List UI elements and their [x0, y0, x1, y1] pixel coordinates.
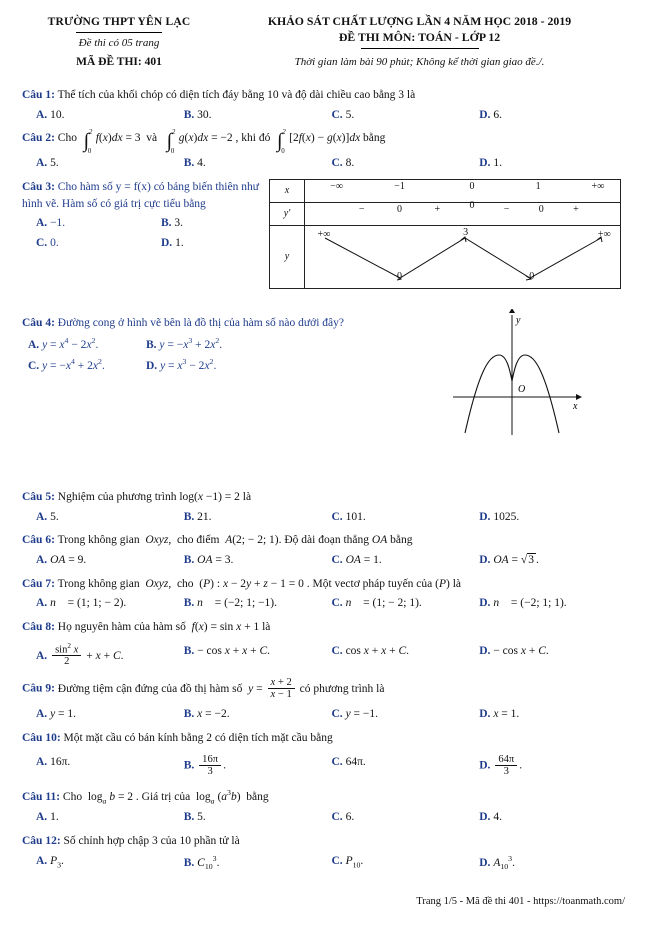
- question-4-options-row1: [22, 335, 352, 354]
- question-2-formula: ∫ 2 0 f(x)dx = 3 và ∫ 2 0 g(x)dx = −2 , khi đó ∫ 2 0 [2f(x) − g(x)]dx bằng: [83, 128, 386, 156]
- question-12-option-c[interactable]: C. $P_{10}$.: [331, 854, 364, 870]
- question-9: [22, 677, 627, 723]
- question-4-options-row2: [22, 356, 352, 375]
- question-7-option-d[interactable]: D. n⃗ = (−2; 1; 1).: [479, 597, 567, 610]
- question-4-text: Đường cong ở hình vẽ bên là đồ thị của hàm số nào dưới đây?: [57, 316, 344, 329]
- variation-table-row-y: [270, 226, 620, 288]
- question-1-option-b[interactable]: B. 30.: [183, 108, 212, 121]
- question-3-option-c[interactable]: C. 0.: [36, 236, 59, 249]
- question-10: [22, 730, 627, 777]
- question-12-options: [22, 853, 627, 872]
- time-note: Thời gian làm bài 90 phút; Không kể thời gian giao đề./.: [294, 56, 545, 68]
- variation-table: [269, 179, 621, 289]
- question-11-text: Cho $\log_a b = 2$ . Giá trị của $\log_a (a^3b)$ bằng: [62, 787, 269, 806]
- question-6-option-a[interactable]: A. OA = 9.: [36, 553, 87, 566]
- question-8-option-b[interactable]: B. − cos x + x + C.: [183, 644, 271, 657]
- question-4: [22, 315, 627, 433]
- question-11-option-c[interactable]: C. 6.: [331, 811, 355, 824]
- question-2-option-c[interactable]: C. 8.: [331, 157, 355, 170]
- question-1-option-d[interactable]: D. 6.: [479, 108, 502, 121]
- question-11-option-d[interactable]: D. 4.: [479, 811, 502, 824]
- question-2-text: Cho: [57, 132, 77, 145]
- question-1-options: [22, 107, 627, 124]
- question-2-option-d[interactable]: D. 1.: [479, 157, 502, 170]
- page-count-note: Đề thi có 05 trang: [78, 37, 160, 49]
- question-11-options: [22, 809, 627, 826]
- question-9-options: [22, 706, 627, 723]
- header-divider-2: [361, 48, 479, 49]
- question-11-option-b[interactable]: B. 5.: [183, 811, 206, 824]
- question-8-text: Họ nguyên hàm của hàm số f(x) = sin x + 1 là: [57, 620, 271, 633]
- question-5-option-d[interactable]: D. 1025.: [479, 510, 520, 523]
- header-left-block: [24, 14, 214, 68]
- question-7: [22, 576, 627, 612]
- question-1-option-c[interactable]: C. 5.: [331, 108, 355, 121]
- question-9-option-b[interactable]: B. x = −2.: [183, 708, 230, 721]
- exam-title-line2: ĐỀ THI MÔN: TOÁN - LỚP 12: [338, 30, 501, 44]
- question-10-option-c[interactable]: C. 64π.: [331, 755, 366, 768]
- question-6-option-c[interactable]: C. OA = 1.: [331, 553, 382, 566]
- variation-table-row-x-cells: −∞ −1 0 1 +∞: [330, 180, 605, 192]
- question-2-option-a[interactable]: A. 5.: [36, 157, 59, 170]
- question-1-option-a[interactable]: A. 10.: [36, 108, 65, 121]
- question-12: [22, 833, 627, 872]
- question-7-option-b[interactable]: B. n⃗ = (−2; 1; −1).: [183, 597, 278, 610]
- question-1: [22, 87, 627, 123]
- question-4-graph: [437, 309, 587, 445]
- question-6-option-b[interactable]: B. OA = 3.: [183, 553, 234, 566]
- question-5: [22, 489, 627, 525]
- question-11-label: Câu 11:: [22, 790, 61, 803]
- question-7-option-a[interactable]: A. n⃗ = (1; 1; − 2).: [36, 597, 127, 610]
- question-3-options-row2: [22, 235, 286, 252]
- variation-table-row-y-cells: +∞ 3 +∞ 0 0: [305, 226, 620, 288]
- question-5-label: Câu 5:: [22, 490, 55, 503]
- question-12-option-a[interactable]: A. $P_3$.: [36, 854, 64, 870]
- question-4-option-d[interactable]: D. $y = x^3 - 2x^2$.: [146, 357, 217, 372]
- question-12-option-b[interactable]: B. $C_{10}^3$.: [183, 853, 220, 871]
- question-3-body: [22, 179, 282, 252]
- question-3-option-b[interactable]: B. 3.: [161, 217, 184, 230]
- question-5-text: Nghiệm của phương trình log(x −1) = 2 là: [57, 490, 252, 503]
- document-header: [0, 0, 649, 68]
- question-2-label: Câu 2:: [22, 132, 55, 145]
- question-10-label: Câu 10:: [22, 732, 61, 745]
- variation-table-row-x: [270, 180, 620, 203]
- question-4-option-b[interactable]: B. $y = -x^3 + 2x^2$.: [146, 335, 223, 351]
- question-3: [22, 179, 627, 291]
- question-9-option-d[interactable]: D. x = 1.: [479, 708, 520, 721]
- question-3-option-d[interactable]: D. 1.: [161, 236, 184, 249]
- variation-curve: [305, 226, 619, 288]
- question-12-label: Câu 12:: [22, 835, 61, 848]
- exam-title-line1: KHẢO SÁT CHẤT LƯỢNG LẦN 4 NĂM HỌC 2018 - 2019: [267, 14, 572, 28]
- question-3-option-a[interactable]: A. −1.: [36, 217, 66, 230]
- question-3-options-row1: [22, 215, 286, 232]
- question-2-options: [22, 155, 627, 172]
- question-11: [22, 787, 627, 826]
- question-8: [22, 619, 627, 667]
- svg-text:x: x: [573, 400, 578, 412]
- question-10-text: Một mặt cầu có bán kính bằng 2 có diện tích mặt cầu bằng: [63, 732, 333, 745]
- svg-text:O: O: [518, 383, 526, 395]
- header-right-block: [214, 14, 625, 68]
- question-8-label: Câu 8:: [22, 620, 55, 633]
- question-6-text: Trong không gian Oxyz, cho điểm A(2; − 2; 1). Độ dài đoạn thẳng OA bằng: [57, 534, 413, 547]
- question-2: [22, 130, 627, 172]
- question-9-option-a[interactable]: A. y = 1.: [36, 708, 77, 721]
- question-7-text: Trong không gian Oxyz, cho (P) : x − 2y + z − 1 = 0 . Một vectơ pháp tuyến của (P) là: [57, 577, 462, 590]
- question-7-option-c[interactable]: C. n⃗ = (1; − 2; 1).: [331, 597, 422, 610]
- question-6-option-d[interactable]: D. OA = √3 .: [479, 553, 539, 566]
- question-5-option-a[interactable]: A. 5.: [36, 510, 59, 523]
- question-4-label: Câu 4:: [22, 316, 55, 329]
- question-9-text: Đường tiệm cận đứng của đồ thị hàm số y = $\frac{x + 2}{x - 1}$ có phương trình là: [57, 677, 385, 701]
- question-10-option-b[interactable]: B. $\frac{16\pi}{3}$ .: [183, 753, 226, 777]
- question-5-option-b[interactable]: B. 21.: [183, 510, 212, 523]
- question-4-option-c[interactable]: C. $y = -x^4 + 2x^2$.: [28, 357, 105, 372]
- question-11-option-a[interactable]: A. 1.: [36, 811, 59, 824]
- question-6-label: Câu 6:: [22, 534, 55, 547]
- question-9-label: Câu 9:: [22, 682, 55, 695]
- question-list: [0, 68, 649, 872]
- variation-table-row-yprime-cells: − 0 + 0 − 0 +: [358, 199, 579, 215]
- question-10-option-a[interactable]: A. 16π.: [36, 755, 71, 768]
- question-5-options: [22, 509, 627, 526]
- question-10-options: [22, 754, 627, 777]
- variation-table-row-x-label: x: [270, 180, 305, 202]
- question-5-option-c[interactable]: C. 101.: [331, 510, 366, 523]
- question-7-options: [22, 595, 627, 612]
- question-4-option-a[interactable]: A. $y = x^4 - 2x^2$.: [28, 335, 99, 351]
- variation-table-row-yprime: [270, 199, 620, 226]
- question-12-option-d[interactable]: D. $A_{10}^3$.: [479, 853, 515, 871]
- question-12-text: Số chỉnh hợp chập 3 của 10 phần tử là: [63, 835, 240, 848]
- header-divider-1: [76, 32, 162, 33]
- question-7-label: Câu 7:: [22, 577, 55, 590]
- question-2-option-b[interactable]: B. 4.: [183, 157, 206, 170]
- question-6: [22, 532, 627, 568]
- exam-code: MÃ ĐỀ THI: 401: [76, 56, 162, 68]
- school-name: TRƯỜNG THPT YÊN LẠC: [47, 16, 191, 28]
- question-3-text: Cho hàm số y = f(x) có bảng biến thiên như hình vẽ. Hàm số có giá trị cực tiểu bằng: [22, 180, 259, 210]
- question-8-option-a[interactable]: A. $\frac{\sin^2 x}{2}$ + x + C.: [36, 641, 124, 668]
- question-1-label: Câu 1:: [22, 89, 55, 101]
- question-3-label: Câu 3:: [22, 180, 55, 193]
- page-footer: Trang 1/5 - Mã đề thi 401 - https://toanmath.com/: [416, 896, 625, 907]
- question-6-options: [22, 552, 627, 569]
- question-9-option-c[interactable]: C. y = −1.: [331, 708, 379, 721]
- question-8-option-d[interactable]: D. − cos x + C.: [479, 644, 549, 657]
- question-1-text: Thể tích của khối chóp có diện tích đáy bằng 10 và độ dài chiều cao bằng 3 là: [57, 89, 416, 101]
- variation-table-row-y-label: y: [270, 226, 305, 288]
- svg-text:y: y: [516, 314, 521, 326]
- question-10-option-d[interactable]: D. $\frac{64\pi}{3}$ .: [479, 753, 523, 777]
- question-8-options: [22, 643, 627, 668]
- variation-table-row-yprime-label: y': [270, 203, 305, 225]
- question-8-option-c[interactable]: C. cos x + x + C.: [331, 644, 410, 657]
- question-4-body: [22, 315, 352, 375]
